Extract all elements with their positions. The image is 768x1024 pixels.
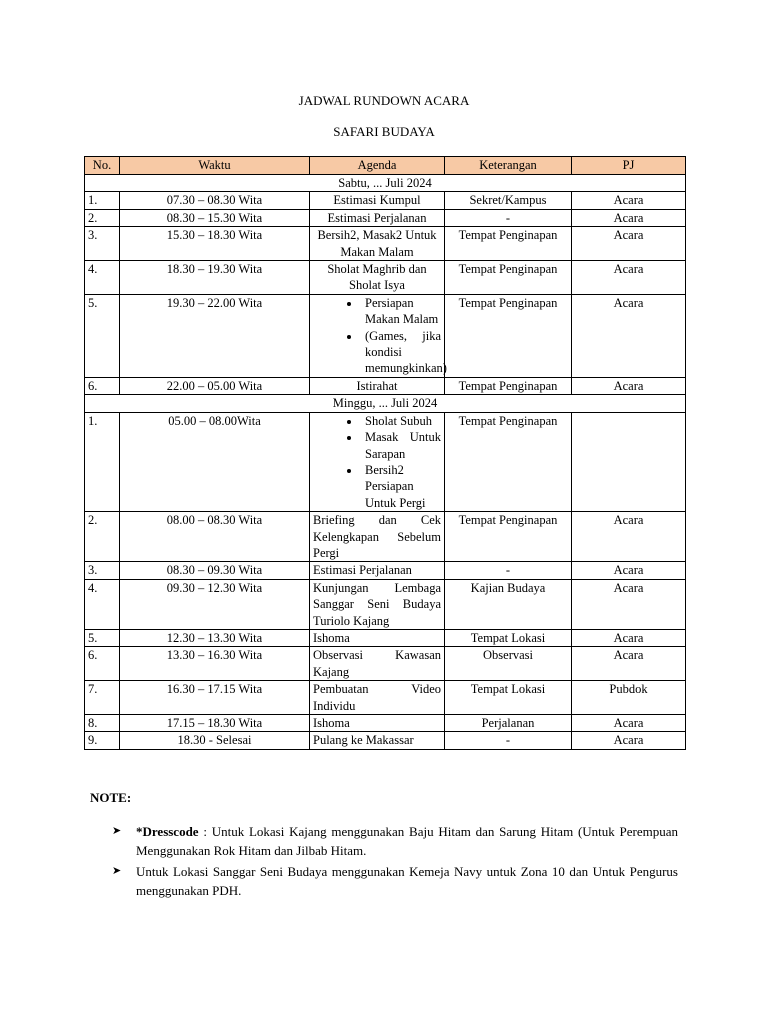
cell-keterangan: Tempat Penginapan <box>445 294 572 377</box>
note-list <box>112 822 678 902</box>
day-row <box>85 395 686 412</box>
cell-agenda: Bersih2, Masak2 Untuk Makan Malam <box>310 227 445 261</box>
cell-agenda <box>310 294 445 377</box>
note-text: : Untuk Lokasi Kajang menggunakan Baju Hitam dan Sarung Hitam (Untuk Perempuan Menggunakan Rok Hitam dan Jilbab Hitam. <box>136 824 678 858</box>
agenda-bullet-item: • Bersih2 Persiapan Untuk Pergi <box>361 462 441 511</box>
table-row <box>85 715 686 732</box>
agenda-bullet-list <box>313 413 441 511</box>
cell-agenda <box>310 412 445 511</box>
cell-no: 9. <box>85 732 120 749</box>
cell-agenda: Sholat Maghrib dan Sholat Isya <box>310 261 445 295</box>
cell-pj: Acara <box>572 261 686 295</box>
table-row <box>85 377 686 394</box>
note-heading: NOTE: <box>90 790 132 805</box>
cell-waktu: 05.00 – 08.00Wita <box>120 412 310 511</box>
table-row <box>85 562 686 579</box>
cell-pj: Acara <box>572 227 686 261</box>
day-row <box>85 175 686 192</box>
table-row <box>85 294 686 377</box>
cell-agenda: Estimasi Perjalanan <box>310 209 445 226</box>
cell-keterangan: Tempat Penginapan <box>445 412 572 511</box>
table-row <box>85 261 686 295</box>
cell-keterangan: Tempat Penginapan <box>445 261 572 295</box>
cell-no: 2. <box>85 512 120 562</box>
cell-agenda: Pulang ke Makassar <box>310 732 445 749</box>
cell-agenda: Ishoma <box>310 715 445 732</box>
cell-no: 4. <box>85 261 120 295</box>
rundown-table <box>84 156 686 750</box>
table-row <box>85 647 686 681</box>
cell-keterangan: Tempat Penginapan <box>445 512 572 562</box>
note-text: Untuk Lokasi Sanggar Seni Budaya menggunakan Kemeja Navy untuk Zona 10 dan Untuk Pengurus menggunakan PDH. <box>136 864 678 898</box>
cell-pj <box>572 412 686 511</box>
header-agenda: Agenda <box>310 157 445 175</box>
cell-keterangan: Sekret/Kampus <box>445 192 572 209</box>
cell-no: 5. <box>85 629 120 646</box>
cell-pj: Acara <box>572 377 686 394</box>
agenda-bullet-item: • (Games, jika kondisi memungkinkan) <box>361 328 441 377</box>
table-row <box>85 681 686 715</box>
cell-agenda: Estimasi Kumpul <box>310 192 445 209</box>
document-subtitle: SAFARI BUDAYA <box>333 124 435 139</box>
header-pj: PJ <box>572 157 686 175</box>
cell-waktu: 15.30 – 18.30 Wita <box>120 227 310 261</box>
agenda-bullet-item: • Sholat Subuh <box>361 413 441 429</box>
cell-keterangan: Tempat Penginapan <box>445 227 572 261</box>
header-no: No. <box>85 157 120 175</box>
table-row <box>85 227 686 261</box>
cell-no: 3. <box>85 227 120 261</box>
cell-keterangan: Kajian Budaya <box>445 579 572 629</box>
agenda-bullet-item: • Masak Untuk Sarapan <box>361 429 441 462</box>
cell-waktu: 12.30 – 13.30 Wita <box>120 629 310 646</box>
table-row <box>85 209 686 226</box>
cell-waktu: 13.30 – 16.30 Wita <box>120 647 310 681</box>
table-row <box>85 192 686 209</box>
cell-agenda: Briefing dan Cek Kelengkapan Sebelum Pergi <box>310 512 445 562</box>
cell-no: 5. <box>85 294 120 377</box>
note-bold-text: *Dresscode <box>136 824 199 839</box>
cell-pj: Acara <box>572 715 686 732</box>
document-title: JADWAL RUNDOWN ACARA <box>298 93 470 108</box>
cell-agenda: Estimasi Perjalanan <box>310 562 445 579</box>
cell-waktu: 19.30 – 22.00 Wita <box>120 294 310 377</box>
cell-no: 1. <box>85 412 120 511</box>
cell-pj: Acara <box>572 579 686 629</box>
cell-agenda: Kunjungan Lembaga Sanggar Seni Budaya Turiolo Kajang <box>310 579 445 629</box>
cell-no: 8. <box>85 715 120 732</box>
cell-no: 3. <box>85 562 120 579</box>
cell-no: 4. <box>85 579 120 629</box>
table-header-row <box>85 157 686 175</box>
cell-no: 6. <box>85 377 120 394</box>
cell-waktu: 08.30 – 15.30 Wita <box>120 209 310 226</box>
cell-pj: Acara <box>572 562 686 579</box>
cell-pj: Acara <box>572 294 686 377</box>
cell-keterangan: - <box>445 562 572 579</box>
day-label: Minggu, ... Juli 2024 <box>85 395 686 412</box>
header-keterangan: Keterangan <box>445 157 572 175</box>
cell-agenda: Istirahat <box>310 377 445 394</box>
cell-waktu: 09.30 – 12.30 Wita <box>120 579 310 629</box>
cell-waktu: 16.30 – 17.15 Wita <box>120 681 310 715</box>
cell-pj: Acara <box>572 647 686 681</box>
cell-no: 2. <box>85 209 120 226</box>
cell-pj: Acara <box>572 192 686 209</box>
cell-pj: Acara <box>572 209 686 226</box>
table-row <box>85 579 686 629</box>
cell-no: 6. <box>85 647 120 681</box>
table-row <box>85 412 686 511</box>
cell-no: 1. <box>85 192 120 209</box>
agenda-bullet-item: • Persiapan Makan Malam <box>361 295 441 328</box>
cell-no: 7. <box>85 681 120 715</box>
cell-keterangan: Tempat Lokasi <box>445 629 572 646</box>
day-label: Sabtu, ... Juli 2024 <box>85 175 686 192</box>
header-waktu: Waktu <box>120 157 310 175</box>
table-row <box>85 512 686 562</box>
note-item <box>112 822 678 860</box>
cell-waktu: 18.30 – 19.30 Wita <box>120 261 310 295</box>
cell-waktu: 08.30 – 09.30 Wita <box>120 562 310 579</box>
cell-pj: Acara <box>572 629 686 646</box>
cell-waktu: 08.00 – 08.30 Wita <box>120 512 310 562</box>
agenda-bullet-list <box>313 295 447 377</box>
cell-pj: Acara <box>572 732 686 749</box>
cell-agenda: Pembuatan Video Individu <box>310 681 445 715</box>
cell-agenda: Observasi Kawasan Kajang <box>310 647 445 681</box>
arrow-bullet-icon: ➤ <box>112 865 122 877</box>
cell-waktu: 17.15 – 18.30 Wita <box>120 715 310 732</box>
cell-waktu: 07.30 – 08.30 Wita <box>120 192 310 209</box>
table-row <box>85 732 686 749</box>
cell-keterangan: Tempat Penginapan <box>445 377 572 394</box>
arrow-bullet-icon: ➤ <box>112 825 122 837</box>
cell-pj: Pubdok <box>572 681 686 715</box>
cell-pj: Acara <box>572 512 686 562</box>
cell-keterangan: Tempat Lokasi <box>445 681 572 715</box>
cell-keterangan: Perjalanan <box>445 715 572 732</box>
cell-keterangan: Observasi <box>445 647 572 681</box>
note-item <box>112 862 678 900</box>
cell-keterangan: - <box>445 732 572 749</box>
cell-waktu: 22.00 – 05.00 Wita <box>120 377 310 394</box>
cell-waktu: 18.30 - Selesai <box>120 732 310 749</box>
cell-keterangan: - <box>445 209 572 226</box>
cell-agenda: Ishoma <box>310 629 445 646</box>
table-row <box>85 629 686 646</box>
